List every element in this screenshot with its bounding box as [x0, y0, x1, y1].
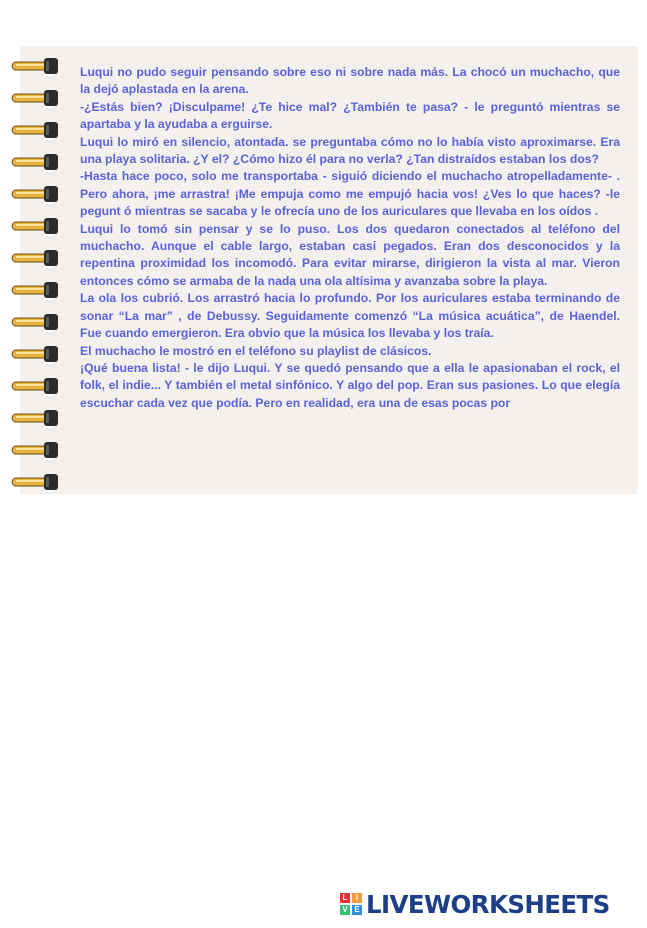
story-paragraph: Luqui lo tomó sin pensar y se lo puso. Los dos quedaron conectados al teléfono del muchacho. Aunque el cable largo, estaban casi pegados. Eran dos desconocidos y la repentina proximidad los incomodó. Para evitar mirarse, dirigieron la vista al mar. Vieron entonces cómo se armaba de la nada una ola altísima y avanzaba sobre la playa. [80, 221, 620, 288]
notebook-page [20, 46, 638, 494]
spiral-ring [10, 216, 62, 236]
story-paragraph: -¿Estás bien? ¡Disculpame! ¿Te hice mal? ¿También te pasa? - le preguntó mientras se apartaba y la ayudaba a erguirse. [80, 99, 620, 132]
spiral-ring [10, 408, 62, 428]
liveworksheets-logo [340, 888, 610, 920]
spiral-ring [10, 440, 62, 460]
story-paragraph: -Hasta hace poco, solo me transportaba - siguió diciendo el muchacho atropelladamente- . Pero ahora, ¡me arrastra! ¡Me empuja como me empujó hacia vos! ¿Ves lo que haces? -le pegunt ó mientras se sacaba y le ofrecía uno de los auriculares que llevaba en los oídos . [80, 169, 620, 219]
spiral-ring [10, 88, 62, 108]
spiral-ring [10, 56, 62, 76]
spiral-ring [10, 280, 62, 300]
spiral-ring [10, 184, 62, 204]
story-paragraph: El muchacho le mostró en el teléfono su playlist de clásicos. [80, 343, 432, 358]
story-paragraph: ¡Qué buena lista! - le dijo Luqui. Y se quedó pensando que a ella le apasionaban el rock, el folk, el indie... Y también el metal sinfónico. Y algo del pop. Eran sus pasiones. Lo que elegía escuchar cada vez que podía. Pero en realidad, era una de esas pocas por [80, 360, 620, 410]
spiral-ring [10, 376, 62, 396]
spiral-ring [10, 152, 62, 172]
spiral-ring [10, 344, 62, 364]
spiral-ring [10, 312, 62, 332]
spiral-ring [10, 248, 62, 268]
spiral-ring [10, 120, 62, 140]
story-paragraph: La ola los cubrió. Los arrastró hacia lo profundo. Por los auriculares estaba terminando de sonar “La mar” , de Debussy. Seguidamente comenzó “La música acuática”, de Haendel. Fue cuando emergieron. Era obvio que la música los llevaba y los traía. [80, 291, 620, 341]
story-paragraph: Luqui lo miró en silencio, atontada. se preguntaba cómo no lo había visto aproximarse. Era una playa solitaria. ¿Y el? ¿Cómo hizo él para no verla? ¿Tan distraídos estaban los dos? [80, 134, 620, 167]
story-paragraph: Luqui no pudo seguir pensando sobre eso ni sobre nada más. La chocó un muchacho, que la dejó aplastada en la arena. [80, 65, 620, 97]
liveworksheets-logo-icon: L I V E [340, 893, 362, 915]
story-text [80, 64, 620, 494]
spiral-binding-icon [10, 46, 62, 494]
logo-text: LIVEWORKSHEETS [366, 889, 610, 919]
spiral-ring [10, 472, 62, 492]
